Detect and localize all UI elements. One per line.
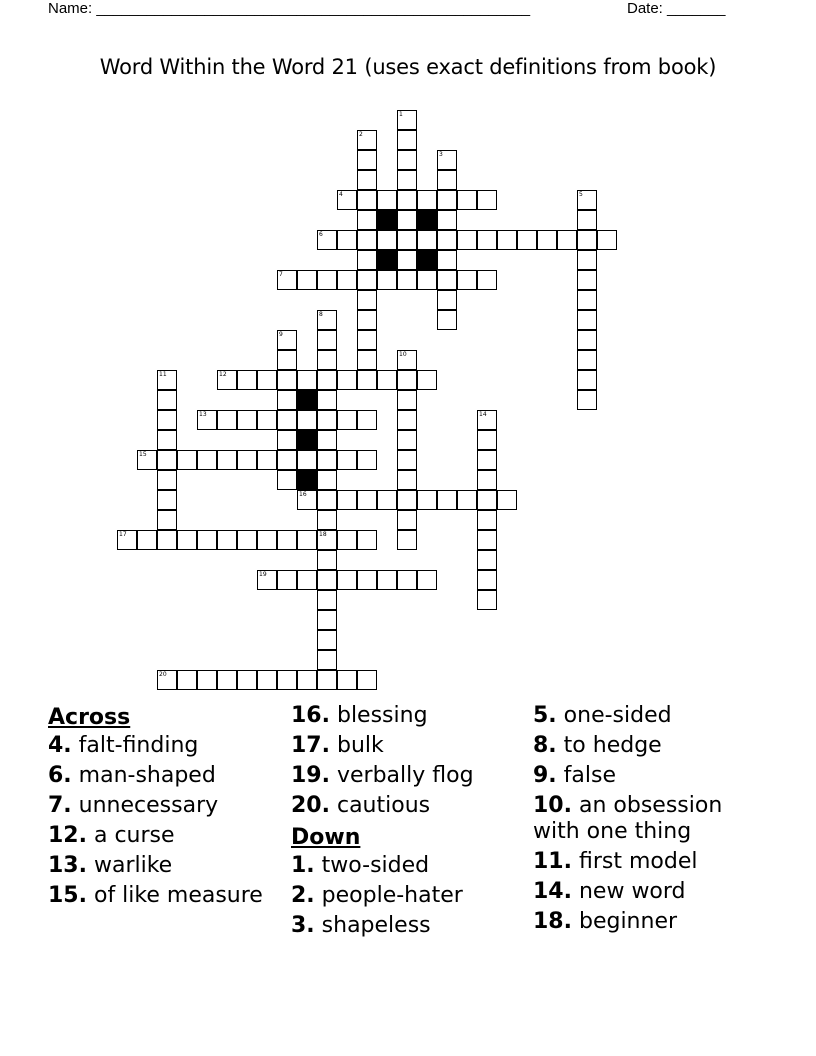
grid-cell[interactable] <box>357 290 377 310</box>
grid-cell[interactable] <box>257 530 277 550</box>
clue-item <box>533 849 763 875</box>
grid-cell[interactable] <box>317 590 337 610</box>
clue-item <box>48 823 278 849</box>
clue-text: false <box>556 763 617 788</box>
grid-cell[interactable] <box>177 450 197 470</box>
grid-cell[interactable] <box>317 390 337 410</box>
grid-cell[interactable] <box>277 430 297 450</box>
clue-text: blessing <box>329 703 428 728</box>
grid-cell[interactable] <box>137 450 157 470</box>
clue-number-label: 5. <box>533 703 557 728</box>
grid-cell[interactable] <box>417 570 437 590</box>
grid-cell[interactable] <box>257 450 277 470</box>
grid-cell[interactable] <box>437 270 457 290</box>
grid-cell[interactable] <box>237 450 257 470</box>
clue-text: one-sided <box>556 703 672 728</box>
grid-cell[interactable] <box>397 450 417 470</box>
grid-cell[interactable] <box>297 370 317 390</box>
grid-cell[interactable] <box>377 230 397 250</box>
grid-cell[interactable] <box>397 390 417 410</box>
grid-cell[interactable] <box>317 430 337 450</box>
across-heading: Across <box>48 705 131 730</box>
clue-item <box>533 793 763 845</box>
grid-cell[interactable] <box>257 410 277 430</box>
clue-item <box>291 763 521 789</box>
grid-cell[interactable] <box>477 470 497 490</box>
grid-cell[interactable] <box>437 250 457 270</box>
grid-cell[interactable] <box>157 450 177 470</box>
clue-number-label: 8. <box>533 733 557 758</box>
grid-cell[interactable] <box>157 490 177 510</box>
clue-number: 13 <box>199 411 207 418</box>
grid-cell[interactable] <box>217 410 237 430</box>
grid-cell[interactable] <box>317 410 337 430</box>
grid-cell[interactable] <box>437 310 457 330</box>
grid-cell[interactable] <box>317 330 337 350</box>
grid-cell[interactable] <box>577 190 597 210</box>
grid-cell[interactable] <box>477 190 497 210</box>
grid-cell[interactable] <box>417 490 437 510</box>
clue-text: to hedge <box>556 733 662 758</box>
grid-cell[interactable] <box>397 210 417 230</box>
clue-item <box>533 763 763 789</box>
grid-cell[interactable] <box>397 490 417 510</box>
grid-cell[interactable] <box>417 270 437 290</box>
name-field[interactable]: Name: ____________________________________________________ <box>48 0 531 17</box>
grid-cell[interactable] <box>197 450 217 470</box>
grid-cell[interactable] <box>357 250 377 270</box>
grid-cell[interactable] <box>257 570 277 590</box>
grid-cell[interactable] <box>397 430 417 450</box>
grid-cell[interactable] <box>577 330 597 350</box>
clue-item <box>48 763 278 789</box>
grid-cell[interactable] <box>357 530 377 550</box>
grid-block <box>377 250 397 270</box>
grid-cell[interactable] <box>477 490 497 510</box>
grid-cell[interactable] <box>337 570 357 590</box>
grid-cell[interactable] <box>437 190 457 210</box>
grid-cell[interactable] <box>357 270 377 290</box>
grid-cell[interactable] <box>337 370 357 390</box>
grid-cell[interactable] <box>317 370 337 390</box>
clue-number-label: 18. <box>533 909 572 934</box>
grid-cell[interactable] <box>137 530 157 550</box>
clue-item <box>291 853 521 879</box>
grid-cell[interactable] <box>357 350 377 370</box>
grid-cell[interactable] <box>237 410 257 430</box>
grid-cell[interactable] <box>477 450 497 470</box>
clue-number-label: 17. <box>291 733 330 758</box>
grid-cell[interactable] <box>237 670 257 690</box>
grid-cell[interactable] <box>497 230 517 250</box>
clue-text: an obsession with one thing <box>533 793 723 844</box>
clue-text: warlike <box>86 853 173 878</box>
grid-cell[interactable] <box>337 230 357 250</box>
grid-cell[interactable] <box>377 490 397 510</box>
grid-cell[interactable] <box>277 350 297 370</box>
clue-item <box>48 853 278 879</box>
grid-cell[interactable] <box>337 270 357 290</box>
grid-cell[interactable] <box>317 350 337 370</box>
clue-item <box>533 909 763 935</box>
grid-cell[interactable] <box>417 370 437 390</box>
clue-item <box>48 883 278 909</box>
grid-cell[interactable] <box>157 510 177 530</box>
grid-cell[interactable] <box>357 370 377 390</box>
clue-number: 10 <box>399 351 407 358</box>
grid-cell[interactable] <box>477 270 497 290</box>
grid-cell[interactable] <box>317 450 337 470</box>
clue-text: bulk <box>329 733 384 758</box>
grid-cell[interactable] <box>397 370 417 390</box>
clue-item <box>291 793 521 819</box>
grid-cell[interactable] <box>397 230 417 250</box>
clue-number: 17 <box>119 531 127 538</box>
grid-cell[interactable] <box>277 370 297 390</box>
grid-cell[interactable] <box>297 570 317 590</box>
grid-cell[interactable] <box>437 490 457 510</box>
grid-cell[interactable] <box>277 270 297 290</box>
clue-number: 11 <box>159 371 167 378</box>
clues-column-1 <box>48 703 278 913</box>
grid-cell[interactable] <box>557 230 577 250</box>
clue-number-label: 20. <box>291 793 330 818</box>
clue-number-label: 6. <box>48 763 72 788</box>
grid-cell[interactable] <box>437 150 457 170</box>
grid-cell[interactable] <box>357 330 377 350</box>
grid-cell[interactable] <box>477 230 497 250</box>
grid-cell[interactable] <box>257 670 277 690</box>
clue-number: 8 <box>319 311 323 318</box>
clues-column-2 <box>291 703 521 943</box>
clue-number-label: 16. <box>291 703 330 728</box>
grid-cell[interactable] <box>157 670 177 690</box>
grid-cell[interactable] <box>277 530 297 550</box>
clue-text: man-shaped <box>71 763 216 788</box>
grid-cell[interactable] <box>157 430 177 450</box>
grid-cell[interactable] <box>397 510 417 530</box>
grid-cell[interactable] <box>477 510 497 530</box>
grid-cell[interactable] <box>457 270 477 290</box>
clue-number: 18 <box>319 531 327 538</box>
clue-number-label: 1. <box>291 853 315 878</box>
grid-cell[interactable] <box>437 230 457 250</box>
clue-text: shapeless <box>314 913 431 938</box>
down-heading: Down <box>291 825 361 850</box>
grid-cell[interactable] <box>357 490 377 510</box>
grid-cell[interactable] <box>577 290 597 310</box>
clue-item <box>533 879 763 905</box>
grid-cell[interactable] <box>337 410 357 430</box>
grid-cell[interactable] <box>437 290 457 310</box>
grid-cell[interactable] <box>317 310 337 330</box>
grid-cell[interactable] <box>397 270 417 290</box>
clue-text: two-sided <box>314 853 430 878</box>
clue-number-label: 10. <box>533 793 572 818</box>
grid-cell[interactable] <box>397 570 417 590</box>
grid-cell[interactable] <box>357 670 377 690</box>
grid-cell[interactable] <box>157 390 177 410</box>
clue-number-label: 7. <box>48 793 72 818</box>
clue-text: beginner <box>571 909 678 934</box>
grid-cell[interactable] <box>277 410 297 430</box>
clue-number-label: 2. <box>291 883 315 908</box>
clue-number-label: 14. <box>533 879 572 904</box>
grid-block <box>377 210 397 230</box>
grid-cell[interactable] <box>297 270 317 290</box>
grid-cell[interactable] <box>397 110 417 130</box>
grid-cell[interactable] <box>377 370 397 390</box>
grid-cell[interactable] <box>397 470 417 490</box>
clue-number: 5 <box>579 191 583 198</box>
clue-number: 14 <box>479 411 487 418</box>
grid-cell[interactable] <box>317 670 337 690</box>
clue-number: 7 <box>279 271 283 278</box>
grid-cell[interactable] <box>577 370 597 390</box>
grid-cell[interactable] <box>457 230 477 250</box>
grid-cell[interactable] <box>357 570 377 590</box>
clue-item <box>533 703 763 729</box>
grid-cell[interactable] <box>357 230 377 250</box>
grid-cell[interactable] <box>477 570 497 590</box>
grid-cell[interactable] <box>317 510 337 530</box>
grid-cell[interactable] <box>317 550 337 570</box>
clue-item <box>291 883 521 909</box>
grid-cell[interactable] <box>277 570 297 590</box>
clue-number: 1 <box>399 111 403 118</box>
grid-cell[interactable] <box>337 670 357 690</box>
clue-item <box>48 733 278 759</box>
grid-cell[interactable] <box>437 170 457 190</box>
grid-cell[interactable] <box>577 230 597 250</box>
grid-cell[interactable] <box>157 530 177 550</box>
grid-cell[interactable] <box>397 530 417 550</box>
grid-cell[interactable] <box>317 530 337 550</box>
grid-cell[interactable] <box>577 310 597 330</box>
grid-cell[interactable] <box>477 530 497 550</box>
grid-block <box>417 210 437 230</box>
grid-cell[interactable] <box>297 450 317 470</box>
clue-item <box>291 703 521 729</box>
grid-cell[interactable] <box>117 530 137 550</box>
grid-cell[interactable] <box>197 670 217 690</box>
grid-cell[interactable] <box>237 530 257 550</box>
grid-cell[interactable] <box>457 190 477 210</box>
date-field[interactable]: Date: _______ <box>627 0 726 17</box>
grid-cell[interactable] <box>577 390 597 410</box>
grid-cell[interactable] <box>357 150 377 170</box>
grid-cell[interactable] <box>157 410 177 430</box>
grid-cell[interactable] <box>577 210 597 230</box>
grid-cell[interactable] <box>297 490 317 510</box>
clue-text: of like measure <box>86 883 263 908</box>
grid-cell[interactable] <box>357 130 377 150</box>
grid-cell[interactable] <box>317 610 337 630</box>
grid-cell[interactable] <box>257 370 277 390</box>
grid-cell[interactable] <box>477 550 497 570</box>
grid-cell[interactable] <box>457 490 477 510</box>
clue-number: 9 <box>279 331 283 338</box>
grid-cell[interactable] <box>277 330 297 350</box>
grid-cell[interactable] <box>297 410 317 430</box>
grid-cell[interactable] <box>337 530 357 550</box>
clue-text: unnecessary <box>71 793 219 818</box>
grid-cell[interactable] <box>357 210 377 230</box>
grid-cell[interactable] <box>217 670 237 690</box>
grid-cell[interactable] <box>317 470 337 490</box>
grid-cell[interactable] <box>317 650 337 670</box>
grid-cell[interactable] <box>337 190 357 210</box>
grid-block <box>297 390 317 410</box>
grid-cell[interactable] <box>417 190 437 210</box>
grid-cell[interactable] <box>357 170 377 190</box>
grid-cell[interactable] <box>317 570 337 590</box>
grid-cell[interactable] <box>397 170 417 190</box>
grid-cell[interactable] <box>217 530 237 550</box>
clue-text: first model <box>571 849 698 874</box>
grid-cell[interactable] <box>477 590 497 610</box>
grid-cell[interactable] <box>477 410 497 430</box>
grid-cell[interactable] <box>297 670 317 690</box>
clue-item <box>533 733 763 759</box>
grid-cell[interactable] <box>377 190 397 210</box>
clue-number-label: 3. <box>291 913 315 938</box>
clue-text: cautious <box>329 793 431 818</box>
clue-number: 20 <box>159 671 167 678</box>
page-title: Word Within the Word 21 (uses exact definitions from book) <box>99 55 717 79</box>
grid-cell[interactable] <box>337 450 357 470</box>
grid-cell[interactable] <box>297 530 317 550</box>
grid-cell[interactable] <box>357 310 377 330</box>
clue-number-label: 4. <box>48 733 72 758</box>
grid-cell[interactable] <box>577 250 597 270</box>
clue-number: 4 <box>339 191 343 198</box>
grid-cell[interactable] <box>217 450 237 470</box>
clue-item <box>291 733 521 759</box>
grid-cell[interactable] <box>177 670 197 690</box>
clue-number-label: 15. <box>48 883 87 908</box>
grid-cell[interactable] <box>397 190 417 210</box>
clue-number: 19 <box>259 571 267 578</box>
clue-text: falt-finding <box>71 733 199 758</box>
grid-cell[interactable] <box>357 410 377 430</box>
grid-cell[interactable] <box>377 270 397 290</box>
grid-cell[interactable] <box>397 350 417 370</box>
grid-cell[interactable] <box>317 270 337 290</box>
grid-cell[interactable] <box>577 350 597 370</box>
clues-column-3 <box>533 703 763 939</box>
clue-number: 15 <box>139 451 147 458</box>
clue-number-label: 9. <box>533 763 557 788</box>
clue-item <box>48 793 278 819</box>
grid-cell[interactable] <box>497 490 517 510</box>
grid-cell[interactable] <box>157 370 177 390</box>
grid-cell[interactable] <box>397 150 417 170</box>
grid-cell[interactable] <box>377 570 397 590</box>
grid-cell[interactable] <box>317 230 337 250</box>
clue-number: 6 <box>319 231 323 238</box>
grid-cell[interactable] <box>217 370 237 390</box>
grid-cell[interactable] <box>277 470 297 490</box>
grid-cell[interactable] <box>157 470 177 490</box>
clue-number-label: 19. <box>291 763 330 788</box>
clue-text: people-hater <box>314 883 463 908</box>
grid-cell[interactable] <box>417 230 437 250</box>
clue-text: new word <box>571 879 686 904</box>
grid-block <box>417 250 437 270</box>
clue-number: 12 <box>219 371 227 378</box>
clue-text: verbally flog <box>329 763 474 788</box>
grid-cell[interactable] <box>277 390 297 410</box>
grid-cell[interactable] <box>537 230 557 250</box>
grid-cell[interactable] <box>477 430 497 450</box>
grid-block <box>297 430 317 450</box>
grid-cell[interactable] <box>317 490 337 510</box>
grid-cell[interactable] <box>397 130 417 150</box>
clue-number: 16 <box>299 491 307 498</box>
grid-cell[interactable] <box>337 490 357 510</box>
clue-number: 3 <box>439 151 443 158</box>
grid-cell[interactable] <box>317 630 337 650</box>
clue-text: a curse <box>86 823 175 848</box>
grid-cell[interactable] <box>277 670 297 690</box>
grid-cell[interactable] <box>397 250 417 270</box>
clue-item <box>291 913 521 939</box>
clue-number-label: 11. <box>533 849 572 874</box>
grid-block <box>297 470 317 490</box>
grid-cell[interactable] <box>197 530 217 550</box>
grid-cell[interactable] <box>577 270 597 290</box>
grid-cell[interactable] <box>437 210 457 230</box>
grid-cell[interactable] <box>237 370 257 390</box>
clue-number-label: 12. <box>48 823 87 848</box>
grid-cell[interactable] <box>357 450 377 470</box>
grid-cell[interactable] <box>357 190 377 210</box>
clue-number: 2 <box>359 131 363 138</box>
grid-cell[interactable] <box>597 230 617 250</box>
grid-cell[interactable] <box>397 410 417 430</box>
grid-cell[interactable] <box>517 230 537 250</box>
grid-cell[interactable] <box>277 450 297 470</box>
grid-cell[interactable] <box>197 410 217 430</box>
clue-number-label: 13. <box>48 853 87 878</box>
grid-cell[interactable] <box>177 530 197 550</box>
